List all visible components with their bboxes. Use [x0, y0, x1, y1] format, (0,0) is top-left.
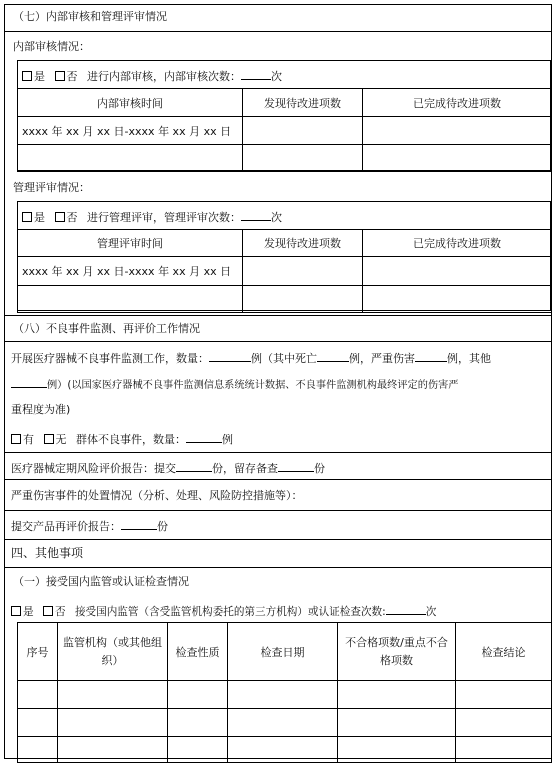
table-cell[interactable] [58, 709, 168, 737]
unit-label: 例 [222, 433, 233, 446]
divider [5, 315, 551, 316]
no-label: 否 [66, 70, 78, 83]
management-review-count-field[interactable] [241, 209, 271, 221]
yes-checkbox[interactable] [11, 434, 21, 444]
table-cell[interactable] [456, 681, 552, 709]
no-checkbox[interactable] [44, 434, 54, 444]
adverse-count-label: 开展医疗器械不良事件监测工作，数量： [11, 352, 209, 365]
divider [5, 479, 551, 480]
table-cell-done[interactable] [363, 257, 552, 286]
cluster-count-field[interactable] [186, 431, 222, 443]
table-cell[interactable] [18, 709, 58, 737]
table-cell-time[interactable]: xxxx 年 xx 月 xx 日-xxxx 年 xx 月 xx 日 [18, 117, 243, 145]
no-label: 无 [55, 433, 67, 446]
cluster-event-label: 群体不良事件，数量： [76, 433, 186, 446]
yes-label: 有 [23, 433, 34, 446]
table-cell-found[interactable] [243, 286, 363, 313]
table-cell[interactable] [338, 709, 456, 737]
col-header-time: 管理评审时间 [18, 230, 243, 257]
table-cell-done[interactable] [363, 145, 552, 172]
table-cell[interactable] [168, 737, 228, 763]
risk-submitted-field[interactable] [176, 460, 212, 472]
section-7-heading: （七）内部审核和管理评审情况 [13, 10, 167, 23]
yes-checkbox[interactable] [22, 71, 32, 81]
no-checkbox[interactable] [55, 71, 65, 81]
no-label: 否 [54, 606, 66, 618]
table-cell-time[interactable] [18, 145, 243, 172]
other-count-field[interactable] [11, 376, 47, 388]
yes-label: 是 [34, 70, 45, 83]
serious-injury-count-field[interactable] [415, 350, 447, 362]
no-checkbox[interactable] [43, 606, 53, 616]
risk-retained-label: 份，留存备查 [212, 462, 278, 475]
risk-report-label: 医疗器械定期风险评价报告：提交 [11, 462, 176, 475]
inspection-prompt: 接受国内监管（含受监管机构委托的第三方机构）或认证检查次数: [74, 606, 386, 618]
report-form [4, 4, 552, 759]
table-cell-time[interactable]: xxxx 年 xx 月 xx 日-xxxx 年 xx 月 xx 日 [18, 257, 243, 286]
col-header-date: 检查日期 [228, 623, 338, 681]
adverse-note: 例）(以国家医疗器械不良事件监测信息系统统计数据、不良事件监测机构最终评定的伤害严 [47, 380, 459, 391]
divider [5, 567, 551, 568]
table-cell[interactable] [228, 709, 338, 737]
yes-label: 是 [34, 211, 45, 224]
col-header-done: 已完成待改进项数 [363, 230, 552, 257]
table-cell[interactable] [18, 681, 58, 709]
col-header-agency: 监管机构（或其他组织） [58, 623, 168, 681]
table-cell-done[interactable] [363, 117, 552, 145]
table-cell-found[interactable] [243, 117, 363, 145]
col-header-nature: 检查性质 [168, 623, 228, 681]
inspection-subheading: （一）接受国内监管或认证检查情况 [13, 575, 189, 588]
inspection-table [17, 622, 552, 763]
inspection-count-field[interactable] [386, 603, 426, 615]
divider [5, 539, 551, 540]
col-header-time: 内部审核时间 [18, 89, 243, 117]
table-cell[interactable] [456, 709, 552, 737]
reevaluation-count-field[interactable] [121, 518, 157, 530]
internal-audit-block [17, 60, 551, 171]
divider [5, 452, 551, 453]
reevaluation-line [11, 518, 168, 534]
internal-audit-count-line [22, 68, 282, 84]
adverse-event-line-1 [11, 350, 491, 366]
unit-label: 次 [271, 70, 282, 83]
yes-label: 是 [23, 606, 34, 618]
col-header-index: 序号 [18, 623, 58, 681]
table-cell-time[interactable] [18, 286, 243, 313]
internal-audit-table [17, 88, 552, 172]
internal-audit-count-field[interactable] [241, 68, 271, 80]
divider [5, 31, 551, 32]
no-checkbox[interactable] [55, 212, 65, 222]
other-label: 例，其他 [447, 352, 491, 365]
unit-label: 份 [157, 520, 168, 533]
cluster-event-line [11, 431, 233, 447]
risk-retained-field[interactable] [278, 460, 314, 472]
death-label: 例（其中死亡 [251, 352, 317, 365]
yes-checkbox[interactable] [22, 212, 32, 222]
adverse-count-field[interactable] [209, 350, 251, 362]
col-header-conclusion: 检查结论 [456, 623, 552, 681]
serious-injury-label: 例，严重伤害 [349, 352, 415, 365]
death-count-field[interactable] [317, 350, 349, 362]
section-4-heading: 四、其他事项 [11, 546, 84, 560]
unit-label: 次 [271, 211, 282, 224]
inspection-count-line [11, 603, 436, 619]
divider [5, 510, 551, 511]
table-cell[interactable] [58, 681, 168, 709]
table-cell[interactable] [18, 737, 58, 763]
table-cell[interactable] [338, 681, 456, 709]
management-review-block [17, 201, 551, 311]
table-cell[interactable] [228, 737, 338, 763]
col-header-found: 发现待改进项数 [243, 230, 363, 257]
serious-event-handling: 严重伤害事件的处置情况（分析、处理、风险防控措施等）： [11, 489, 303, 502]
internal-audit-label: 内部审核情况： [13, 40, 90, 53]
adverse-event-line-3: 重程度为准) [11, 403, 71, 416]
no-label: 否 [66, 211, 78, 224]
table-cell-done[interactable] [363, 286, 552, 313]
adverse-event-line-2 [11, 376, 458, 393]
unit-label: 次 [425, 606, 437, 618]
management-review-prompt: 进行管理评审，管理评审次数： [87, 211, 241, 224]
divider [5, 341, 551, 342]
table-cell[interactable] [338, 737, 456, 763]
table-cell-found[interactable] [243, 257, 363, 286]
table-cell[interactable] [456, 737, 552, 763]
table-cell[interactable] [168, 709, 228, 737]
management-review-count-line [22, 209, 282, 225]
table-cell-found[interactable] [243, 145, 363, 172]
table-cell[interactable] [228, 681, 338, 709]
col-header-nonconformities: 不合格项数/重点不合格项数 [338, 623, 456, 681]
section-8-heading: （八）不良事件监测、再评价工作情况 [13, 322, 200, 335]
internal-audit-prompt: 进行内部审核，内部审核次数： [87, 70, 241, 83]
risk-report-line [11, 460, 325, 476]
management-review-label: 管理评审情况： [13, 181, 90, 194]
reevaluation-label: 提交产品再评价报告： [11, 520, 121, 533]
col-header-done: 已完成待改进项数 [363, 89, 552, 117]
col-header-found: 发现待改进项数 [243, 89, 363, 117]
table-cell[interactable] [58, 737, 168, 763]
unit-label: 份 [314, 462, 325, 475]
yes-checkbox[interactable] [11, 606, 21, 616]
management-review-table [17, 229, 552, 313]
table-cell[interactable] [168, 681, 228, 709]
